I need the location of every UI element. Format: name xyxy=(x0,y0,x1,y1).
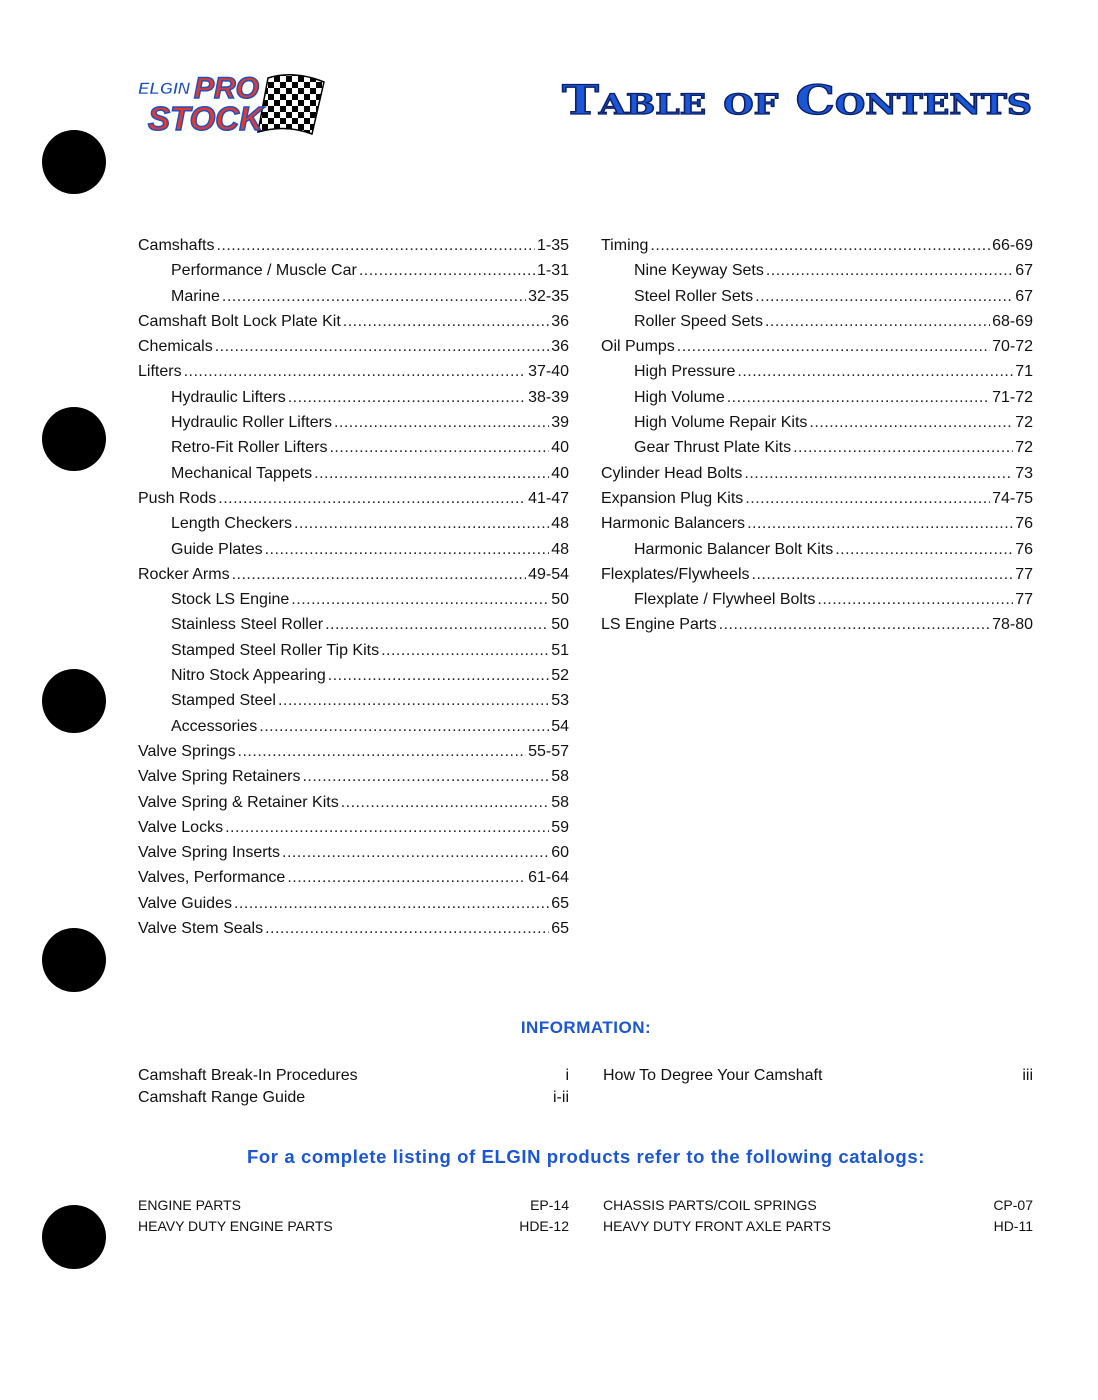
toc-leader-dots xyxy=(727,389,990,407)
toc-entry-page: 61-64 xyxy=(528,869,569,887)
toc-leader-dots xyxy=(793,439,1013,457)
toc-entry-label: Expansion Plug Kits xyxy=(601,489,744,507)
toc-entry xyxy=(138,844,569,869)
toc-entry-page: 49-54 xyxy=(528,565,569,583)
information-entry-label: Camshaft Range Guide xyxy=(138,1089,306,1106)
toc-leader-dots xyxy=(747,515,1013,533)
toc-entry xyxy=(138,490,569,515)
toc-entry-page: 55-57 xyxy=(528,742,569,760)
toc-entry xyxy=(138,389,569,414)
toc-entry-label: Stamped Steel Roller Tip Kits xyxy=(171,641,380,659)
toc-entry-page: 71-72 xyxy=(992,388,1033,406)
catalogs-heading: For a complete listing of ELGIN products refer to the following catalogs: xyxy=(247,1146,925,1167)
toc-entry xyxy=(601,237,1033,262)
toc-entry-page: 65 xyxy=(551,920,569,938)
toc-entry xyxy=(138,718,569,743)
toc-entry-page: 73 xyxy=(1015,464,1033,482)
elgin-pro-stock-logo xyxy=(136,70,326,140)
toc-leader-dots xyxy=(328,667,549,685)
toc-leader-dots xyxy=(765,313,990,331)
toc-leader-dots xyxy=(225,819,549,837)
toc-leader-dots xyxy=(341,794,550,812)
toc-entry-label: Valve Guides xyxy=(138,894,232,912)
toc-entry-page: 72 xyxy=(1015,414,1033,432)
catalog-entry-row xyxy=(138,1218,569,1239)
toc-entry xyxy=(138,895,569,920)
toc-entry xyxy=(601,541,1033,566)
toc-entry-label: High Volume Repair Kits xyxy=(634,414,808,432)
toc-entry xyxy=(138,515,569,540)
toc-entry-label: High Volume xyxy=(634,388,725,406)
toc-entry-page: 37-40 xyxy=(528,363,569,381)
toc-entry-page: 66-69 xyxy=(992,237,1033,254)
toc-entry-page: 67 xyxy=(1015,287,1033,305)
catalog-entry-value: EP-14 xyxy=(530,1197,569,1213)
toc-leader-dots xyxy=(222,288,526,306)
toc-entry-label: Harmonic Balancers xyxy=(601,515,746,533)
toc-entry-label: Harmonic Balancer Bolt Kits xyxy=(634,540,834,558)
toc-entry xyxy=(601,591,1033,616)
toc-entry-page: 36 xyxy=(551,312,569,330)
binder-hole xyxy=(42,669,106,733)
toc-left-column xyxy=(138,237,569,945)
toc-entry xyxy=(601,515,1033,540)
catalog-entry-label: HEAVY DUTY ENGINE PARTS xyxy=(138,1218,333,1234)
toc-entry xyxy=(601,616,1033,641)
catalog-entry-value: HDE-12 xyxy=(519,1218,569,1234)
toc-entry xyxy=(138,566,569,591)
toc-leader-dots xyxy=(817,591,1013,609)
toc-entry-page: 71 xyxy=(1015,363,1033,381)
toc-entry-page: 38-39 xyxy=(528,388,569,406)
toc-entry xyxy=(138,920,569,945)
toc-entry-page: 65 xyxy=(551,894,569,912)
toc-entry xyxy=(138,439,569,464)
toc-entry-label: Oil Pumps xyxy=(601,338,675,356)
toc-entry xyxy=(601,465,1033,490)
toc-entry-page: 78-80 xyxy=(992,616,1033,634)
toc-leader-dots xyxy=(809,414,1013,432)
toc-leader-dots xyxy=(215,338,550,356)
toc-leader-dots xyxy=(381,642,549,660)
toc-leader-dots xyxy=(265,920,549,938)
toc-leader-dots xyxy=(282,844,549,862)
toc-entry-page: 76 xyxy=(1015,540,1033,558)
information-heading: INFORMATION: xyxy=(520,1018,652,1037)
toc-entry xyxy=(138,667,569,692)
toc-entry xyxy=(138,363,569,388)
toc-entry-label: Timing xyxy=(601,237,649,254)
toc-entry xyxy=(138,541,569,566)
toc-entry-page: 40 xyxy=(551,439,569,457)
information-entry-row xyxy=(138,1067,569,1089)
toc-entry xyxy=(601,490,1033,515)
toc-entry-label: Valve Stem Seals xyxy=(138,920,264,938)
toc-entry xyxy=(138,262,569,287)
toc-entry xyxy=(138,414,569,439)
toc-entry-page: 54 xyxy=(551,717,569,735)
toc-entry xyxy=(138,616,569,641)
toc-leader-dots xyxy=(234,895,549,913)
toc-leader-dots xyxy=(238,743,527,761)
page-title-text: Table of Contents xyxy=(562,78,1032,122)
toc-entry-page: 52 xyxy=(551,667,569,685)
information-entry-value: i-ii xyxy=(553,1089,569,1106)
toc-entry-page: 41-47 xyxy=(528,489,569,507)
toc-entry-label: Guide Plates xyxy=(171,540,263,558)
toc-leader-dots xyxy=(302,768,549,786)
toc-entry xyxy=(601,288,1033,313)
toc-entry-page: 1-35 xyxy=(536,237,569,254)
catalogs-right-column xyxy=(603,1197,1033,1239)
toc-leader-dots xyxy=(737,363,1013,381)
toc-entry xyxy=(138,692,569,717)
toc-entry-label: Valve Springs xyxy=(138,742,236,760)
toc-entry-label: Length Checkers xyxy=(171,515,292,533)
toc-leader-dots xyxy=(294,515,549,533)
toc-entry-label: Flexplate / Flywheel Bolts xyxy=(634,591,816,609)
information-entry-label: How To Degree Your Camshaft xyxy=(603,1067,823,1084)
toc-entry xyxy=(601,313,1033,338)
toc-entry-label: Stamped Steel xyxy=(171,692,276,710)
toc-entry-page: 70-72 xyxy=(992,338,1033,356)
toc-leader-dots xyxy=(650,237,990,255)
toc-entry-page: 59 xyxy=(551,818,569,836)
toc-leader-dots xyxy=(329,439,549,457)
toc-leader-dots xyxy=(184,363,527,381)
toc-entry xyxy=(601,439,1033,464)
toc-entry xyxy=(138,465,569,490)
toc-entry-page: 72 xyxy=(1015,439,1033,457)
toc-entry xyxy=(138,768,569,793)
toc-entry-page: 36 xyxy=(551,338,569,356)
toc-entry-label: Valve Locks xyxy=(138,818,224,836)
toc-entry-label: Flexplates/Flywheels xyxy=(601,565,750,583)
information-entry-row xyxy=(603,1067,1033,1089)
toc-entry-label: Nine Keyway Sets xyxy=(634,262,764,280)
binder-hole xyxy=(42,1205,106,1269)
toc-entry-page: 40 xyxy=(551,464,569,482)
toc-entry-label: Valve Spring & Retainer Kits xyxy=(138,793,339,811)
catalog-entry-value: CP-07 xyxy=(993,1197,1033,1213)
toc-entry xyxy=(138,237,569,262)
toc-entry-page: 74-75 xyxy=(992,489,1033,507)
toc-entry xyxy=(138,743,569,768)
toc-entry-label: Chemicals xyxy=(138,338,213,356)
toc-entry-label: Rocker Arms xyxy=(138,565,230,583)
toc-entry-label: Mechanical Tappets xyxy=(171,464,313,482)
toc-leader-dots xyxy=(265,541,550,559)
logo-text-stock: STOCK xyxy=(148,100,263,137)
toc-entry-page: 77 xyxy=(1015,591,1033,609)
catalog-entry-value: HD-11 xyxy=(993,1218,1033,1234)
toc-leader-dots xyxy=(752,566,1014,584)
toc-entry xyxy=(138,869,569,894)
information-right-column xyxy=(603,1067,1033,1089)
information-left-column xyxy=(138,1067,569,1111)
toc-leader-dots xyxy=(744,465,1013,483)
toc-entry-label: Stainless Steel Roller xyxy=(171,616,324,634)
toc-entry xyxy=(601,262,1033,287)
information-entry-value: iii xyxy=(1022,1067,1033,1084)
toc-leader-dots xyxy=(287,869,526,887)
toc-entry-label: Valve Spring Retainers xyxy=(138,768,301,786)
toc-entry xyxy=(138,819,569,844)
toc-entry-label: Camshafts xyxy=(138,237,215,254)
toc-leader-dots xyxy=(314,465,549,483)
toc-leader-dots xyxy=(291,591,549,609)
toc-leader-dots xyxy=(359,262,535,280)
toc-entry-label: Stock LS Engine xyxy=(171,591,290,609)
toc-entry xyxy=(138,591,569,616)
information-entry-row xyxy=(138,1089,569,1111)
toc-entry-page: 50 xyxy=(551,616,569,634)
catalog-entry-row xyxy=(603,1218,1033,1239)
catalogs-left-column xyxy=(138,1197,569,1239)
toc-entry-label: Accessories xyxy=(171,717,258,735)
toc-entry-label: Cylinder Head Bolts xyxy=(601,464,743,482)
toc-entry xyxy=(601,566,1033,591)
toc-leader-dots xyxy=(218,490,526,508)
logo-text-pro: PRO xyxy=(194,72,260,105)
logo-text-elgin: ELGIN xyxy=(138,79,190,98)
toc-entry-label: LS Engine Parts xyxy=(601,616,717,634)
catalog-entry-label: ENGINE PARTS xyxy=(138,1197,241,1213)
toc-entry xyxy=(601,338,1033,363)
toc-entry-page: 1-31 xyxy=(536,262,569,280)
toc-entry-label: Hydraulic Lifters xyxy=(171,388,286,406)
toc-entry xyxy=(138,313,569,338)
toc-entry-label: Retro-Fit Roller Lifters xyxy=(171,439,328,457)
toc-entry-page: 48 xyxy=(551,515,569,533)
catalog-entry-row xyxy=(138,1197,569,1218)
toc-leader-dots xyxy=(325,616,549,634)
page-title xyxy=(560,78,1034,122)
toc-entry xyxy=(601,389,1033,414)
toc-entry-label: Roller Speed Sets xyxy=(634,312,763,330)
toc-leader-dots xyxy=(835,541,1013,559)
toc-entry-page: 50 xyxy=(551,591,569,609)
toc-leader-dots xyxy=(766,262,1013,280)
catalog-entry-row xyxy=(603,1197,1033,1218)
binder-hole xyxy=(42,130,106,194)
toc-entry-page: 60 xyxy=(551,844,569,862)
catalog-entry-label: CHASSIS PARTS/COIL SPRINGS xyxy=(603,1197,817,1213)
toc-entry-label: High Pressure xyxy=(634,363,736,381)
toc-entry-page: 67 xyxy=(1015,262,1033,280)
binder-hole xyxy=(42,928,106,992)
toc-leader-dots xyxy=(288,389,526,407)
toc-entry-label: Camshaft Bolt Lock Plate Kit xyxy=(138,312,341,330)
toc-leader-dots xyxy=(755,288,1013,306)
binder-hole xyxy=(42,407,106,471)
toc-entry-page: 53 xyxy=(551,692,569,710)
toc-leader-dots xyxy=(343,313,549,331)
toc-leader-dots xyxy=(278,692,549,710)
toc-leader-dots xyxy=(216,237,535,255)
information-entry-value: i xyxy=(565,1067,569,1084)
toc-entry-label: Marine xyxy=(171,287,220,305)
toc-entry-label: Valves, Performance xyxy=(138,869,286,887)
catalog-entry-label: HEAVY DUTY FRONT AXLE PARTS xyxy=(603,1218,831,1234)
toc-leader-dots xyxy=(719,616,990,634)
information-entry-label: Camshaft Break-In Procedures xyxy=(138,1067,358,1084)
toc-entry-label: Hydraulic Roller Lifters xyxy=(171,414,332,432)
toc-entry-page: 76 xyxy=(1015,515,1033,533)
toc-entry xyxy=(138,288,569,313)
toc-entry-page: 48 xyxy=(551,540,569,558)
toc-entry xyxy=(138,642,569,667)
toc-entry xyxy=(138,338,569,363)
toc-leader-dots xyxy=(232,566,527,584)
toc-entry-page: 51 xyxy=(551,641,569,659)
toc-entry xyxy=(601,414,1033,439)
toc-entry-page: 58 xyxy=(551,793,569,811)
toc-entry-page: 32-35 xyxy=(528,287,569,305)
toc-entry-page: 68-69 xyxy=(992,312,1033,330)
toc-entry-label: Valve Spring Inserts xyxy=(138,844,280,862)
toc-entry-label: Gear Thrust Plate Kits xyxy=(634,439,792,457)
toc-entry-page: 39 xyxy=(551,414,569,432)
toc-entry-page: 77 xyxy=(1015,565,1033,583)
toc-leader-dots xyxy=(677,338,990,356)
toc-entry xyxy=(138,794,569,819)
toc-entry-label: Performance / Muscle Car xyxy=(171,262,357,280)
toc-entry xyxy=(601,363,1033,388)
toc-right-column xyxy=(601,237,1033,642)
toc-entry-page: 58 xyxy=(551,768,569,786)
toc-entry-label: Push Rods xyxy=(138,489,217,507)
toc-entry-label: Steel Roller Sets xyxy=(634,287,754,305)
toc-entry-label: Nitro Stock Appearing xyxy=(171,667,326,685)
toc-entry-label: Lifters xyxy=(138,363,182,381)
toc-leader-dots xyxy=(745,490,990,508)
toc-leader-dots xyxy=(259,718,549,736)
toc-leader-dots xyxy=(334,414,549,432)
